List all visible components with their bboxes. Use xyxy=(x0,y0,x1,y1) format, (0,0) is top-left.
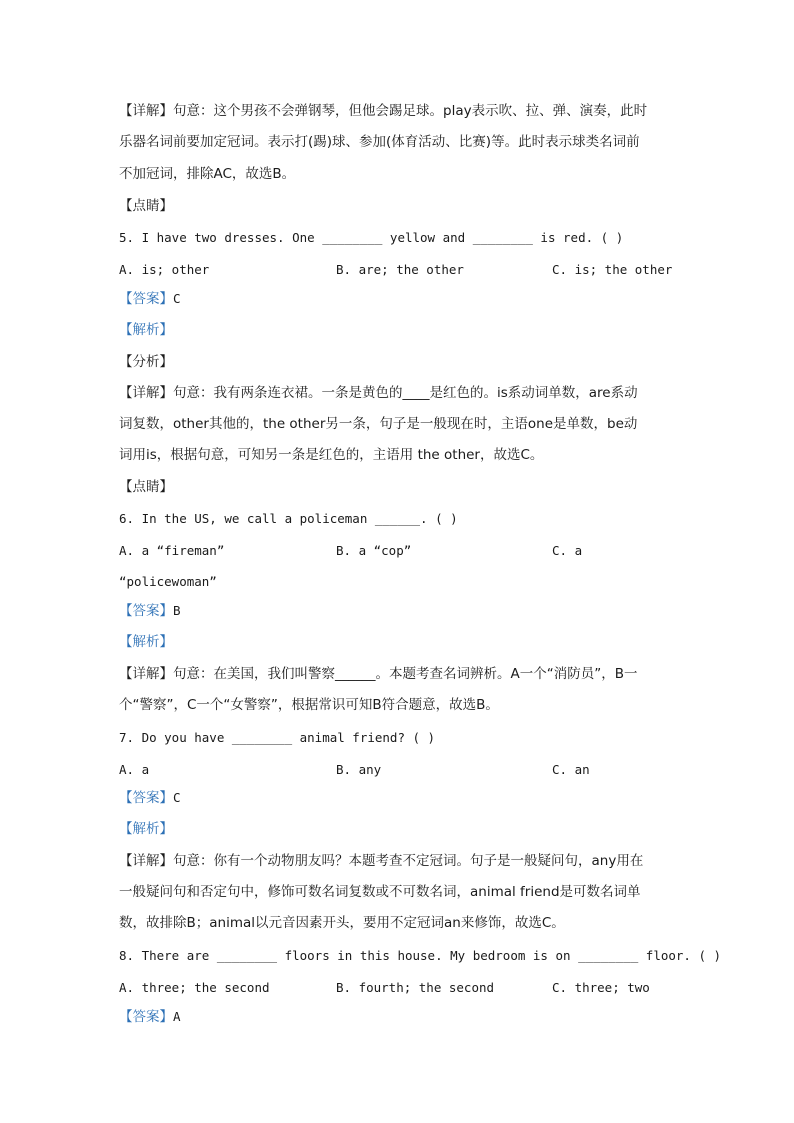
fenxi-tag: 【分析】 xyxy=(119,354,173,370)
detail-tag: 【详解】 xyxy=(119,853,173,869)
option-c: C. an xyxy=(552,762,590,777)
question-8-stem xyxy=(119,946,721,966)
option-c: C. three; two xyxy=(552,980,650,995)
answer-tag: 【答案】 xyxy=(119,291,173,307)
answer-line xyxy=(119,1007,181,1027)
explanation-line xyxy=(119,101,647,121)
fenxi-heading xyxy=(119,352,173,372)
explanation-text: 词复数，other其他的，the other另一条，句子是一般现在时，主语one是单数，be动 xyxy=(119,416,638,432)
question-text: 6. In the US, we call a policeman ______. ( ) xyxy=(119,511,458,526)
explanation-text: 句意：在美国，我们叫警察______。本题考查名词辨析。A一个“消防员”，B一 xyxy=(173,666,638,682)
option-b: B. fourth; the second xyxy=(336,980,495,995)
explanation-text: 个“警察”，C一个“女警察”，根据常识可知B符合题意，故选B。 xyxy=(119,697,499,713)
option-c: C. is; the other xyxy=(552,262,673,277)
answer-tag: 【答案】 xyxy=(119,1009,173,1025)
point-heading xyxy=(119,196,173,216)
question-6-stem xyxy=(119,509,458,529)
detail-tag: 【详解】 xyxy=(119,103,173,119)
option-a: A. a xyxy=(119,762,150,777)
explanation-line xyxy=(119,445,543,465)
answer-line xyxy=(119,788,181,808)
option-b: B. any xyxy=(336,762,382,777)
explanation-line xyxy=(119,383,638,403)
explanation-text: 不加冠词，排除AC，故选B。 xyxy=(119,166,296,182)
explanation-text: 数，故排除B；animal以元音因素开头，要用不定冠词an来修饰，故选C。 xyxy=(119,915,565,931)
point-heading xyxy=(119,477,173,497)
explanation-line xyxy=(119,132,640,152)
question-5-stem xyxy=(119,228,623,248)
analysis-tag: 【解析】 xyxy=(119,634,173,650)
answer-tag: 【答案】 xyxy=(119,790,173,806)
option-b: B. are; the other xyxy=(336,262,464,277)
option-b: B. a “cop” xyxy=(336,543,412,558)
explanation-text: 句意：你有一个动物朋友吗？本题考查不定冠词。句子是一般疑问句，any用在 xyxy=(173,853,644,869)
explanation-text: 句意：我有两条连衣裙。一条是黄色的____是红色的。is系动词单数，are系动 xyxy=(173,385,638,401)
answer-line xyxy=(119,289,181,309)
explanation-line xyxy=(119,414,637,434)
option-c: C. a xyxy=(552,543,583,558)
answer-line xyxy=(119,601,181,621)
detail-tag: 【详解】 xyxy=(119,666,173,682)
answer-value: B xyxy=(173,603,181,618)
option-c-continued: “policewoman” xyxy=(119,574,217,589)
answer-value: C xyxy=(173,291,181,306)
question-text: 7. Do you have ________ animal friend? ( ) xyxy=(119,730,436,745)
explanation-line xyxy=(119,851,643,871)
answer-tag: 【答案】 xyxy=(119,603,173,619)
question-text: 8. There are ________ floors in this house. My bedroom is on ________ floor. ( ) xyxy=(119,948,722,963)
explanation-line xyxy=(119,913,565,933)
explanation-text: 句意：这个男孩不会弹钢琴，但他会踢足球。play表示吹、拉、弹、演奏，此时 xyxy=(173,103,648,119)
explanation-text: 一般疑问句和否定句中，修饰可数名词复数或不可数名词，animal friend是可数名词单 xyxy=(119,884,641,900)
explanation-line xyxy=(119,695,499,715)
option-a: A. three; the second xyxy=(119,980,270,995)
detail-tag: 【详解】 xyxy=(119,385,173,401)
analysis-heading xyxy=(119,632,173,652)
analysis-tag: 【解析】 xyxy=(119,322,173,338)
explanation-line xyxy=(119,664,637,684)
question-7-stem xyxy=(119,728,435,748)
question-text: 5. I have two dresses. One ________ yellow and ________ is red. ( ) xyxy=(119,230,624,245)
point-tag: 【点睛】 xyxy=(119,479,173,495)
answer-value: C xyxy=(173,790,181,805)
option-a: A. is; other xyxy=(119,262,210,277)
analysis-heading xyxy=(119,320,173,340)
analysis-heading xyxy=(119,819,173,839)
analysis-tag: 【解析】 xyxy=(119,821,173,837)
explanation-text: 词用is，根据句意，可知另一条是红色的，主语用 the other，故选C。 xyxy=(119,447,544,463)
explanation-line xyxy=(119,882,641,902)
explanation-text: 乐器名词前要加定冠词。表示打(踢)球、参加(体育活动、比赛)等。此时表示球类名词前 xyxy=(119,134,640,150)
answer-value: A xyxy=(173,1009,181,1024)
explanation-line xyxy=(119,164,295,184)
option-a: A. a “fireman” xyxy=(119,543,225,558)
point-tag: 【点睛】 xyxy=(119,198,173,214)
